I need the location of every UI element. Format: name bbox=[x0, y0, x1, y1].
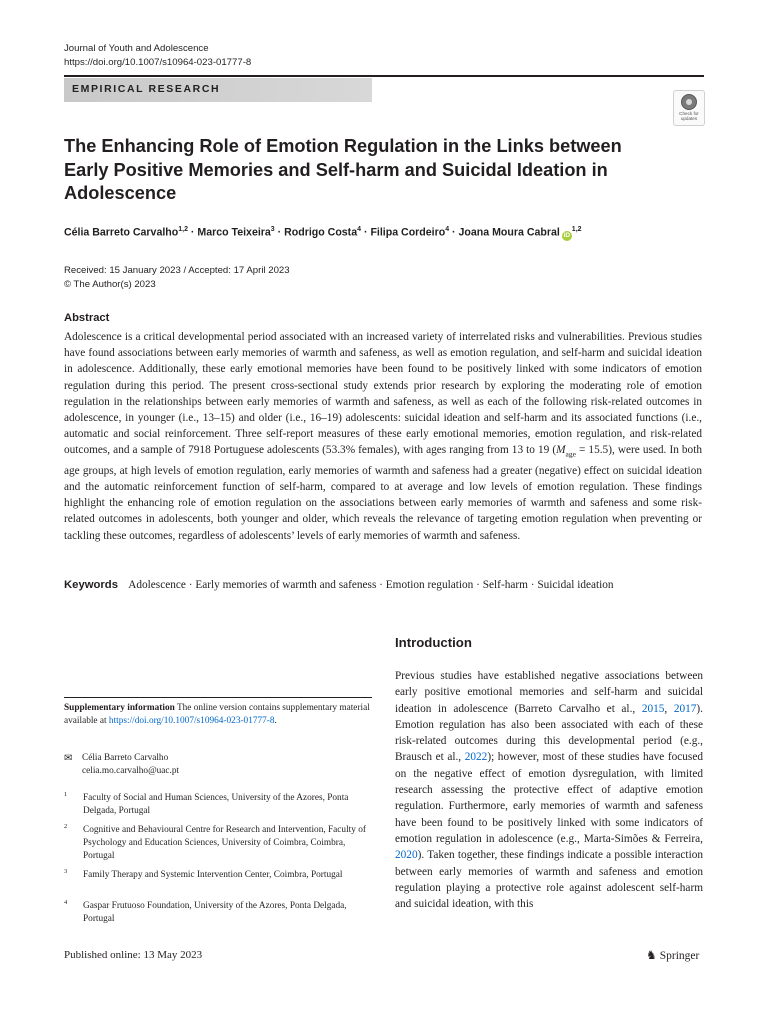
article-dates bbox=[64, 264, 290, 291]
section-label: EMPIRICAL RESEARCH bbox=[72, 83, 221, 95]
keyword-item[interactable]: Early memories of warmth and safeness bbox=[195, 579, 377, 591]
affiliation-text: Gaspar Frutuoso Foundation, University of the Azores, Ponta Delgada, Portugal bbox=[83, 901, 347, 924]
citation-link[interactable]: 2017 bbox=[673, 702, 697, 715]
intro-text-part: , bbox=[664, 702, 674, 715]
author-name[interactable]: Rodrigo Costa bbox=[284, 226, 358, 239]
keywords-label: Keywords bbox=[64, 579, 118, 591]
springer-horse-icon: ♞ bbox=[646, 948, 657, 962]
affiliation-number: 4 bbox=[64, 899, 68, 906]
citation-link[interactable]: 2022 bbox=[464, 751, 488, 764]
citation-link[interactable]: 2015 bbox=[641, 702, 665, 715]
keyword-item[interactable]: Adolescence bbox=[128, 579, 186, 591]
affiliation-number: 1 bbox=[64, 791, 68, 798]
author-name[interactable]: Marco Teixeira bbox=[197, 226, 271, 239]
introduction-heading: Introduction bbox=[395, 635, 472, 650]
citation-link[interactable]: 2020 bbox=[395, 849, 418, 862]
author-affiliation-mark: 1,2 bbox=[178, 226, 188, 233]
envelope-icon: ✉ bbox=[64, 753, 73, 764]
author-name[interactable]: Célia Barreto Carvalho bbox=[64, 226, 179, 239]
author-affiliation-mark: 3 bbox=[270, 226, 275, 233]
keyword-item[interactable]: Suicidal ideation bbox=[537, 579, 614, 591]
mean-age-symbol: M bbox=[556, 444, 566, 457]
abstract-text bbox=[64, 329, 702, 544]
supplementary-link[interactable]: https://doi.org/10.1007/s10964-023-01777-8 bbox=[108, 715, 275, 726]
introduction-text bbox=[395, 668, 703, 912]
supplementary-label: Supplementary information bbox=[64, 703, 175, 713]
keywords: Keywords Adolescence · Early memories of warmth and safeness · Emotion regulation · Self-harm · Suicidal ideation bbox=[64, 579, 614, 591]
supplementary-text: The online version contains supplementary material available at bbox=[64, 703, 370, 726]
abstract-text-part: = 15.5), were used. In both age groups, at high levels of emotion regulation, early memories of warmth and safeness had a greater (negative) effect on suicidal ideation and the automatic reinforcement function of self-harm, compared to at average and low levels of emotion regulation. These findings highlight the enhancing role of emotion regulation on the associations between early memories of warmth and safeness and some risk-related outcomes in adolescents, both younger and older, which reveals the relevance of targeting emotion regulation when preventing or tackling these outcomes, regardless of adolescents’ levels of early memories of warmth and safeness. bbox=[64, 444, 702, 542]
affiliation-text: Family Therapy and Systemic Intervention Center, Coimbra, Portugal bbox=[83, 870, 343, 880]
keyword-item[interactable]: Self-harm bbox=[482, 579, 528, 591]
supplementary-end: . bbox=[274, 715, 277, 726]
check-updates-icon bbox=[681, 94, 697, 110]
keyword-item[interactable]: Emotion regulation bbox=[385, 579, 474, 591]
received-accepted-dates: Received: 15 January 2023 / Accepted: 17 April 2023 bbox=[64, 265, 290, 276]
affiliation-number: 3 bbox=[64, 868, 68, 875]
intro-text-part: ). Taken together, these findings indicate a possible interaction between early memories of warmth and safeness and emotion regulation playing a protective role against adolescent self-harm and suicidal ideation, with this bbox=[395, 849, 703, 911]
supplementary-information bbox=[64, 702, 372, 727]
intro-text-part: ); however, most of these studies have focused on the negative effect of emotion dysregulation, with limited research assessing the protective effect of adaptive emotion regulation. Furthermore, early memories of warmth and safeness have been found to be positively linked with some indicators of emotion regulation in adolescence (e.g., Marta-Simões & Ferreira, bbox=[395, 751, 703, 845]
corresponding-author-name: Célia Barreto Carvalho bbox=[82, 753, 169, 763]
footnote-rule bbox=[64, 697, 372, 698]
abstract-heading: Abstract bbox=[64, 312, 110, 324]
check-updates-label: Check for updates bbox=[679, 111, 699, 121]
header-rule bbox=[64, 75, 704, 77]
author-list: Célia Barreto Carvalho$^{1,2}$ · Marco Teixeira$^3$ · Rodrigo Costa$^4$ · Filipa Cordeiro$^4$ · Joana Moura Cabral iD$^{1,2}$ bbox=[64, 226, 582, 239]
article-title: The Enhancing Role of Emotion Regulation in the Links between Early Positive Memories and Self-harm and Suicidal Ideation in Adolescence bbox=[64, 136, 622, 203]
mean-age-subscript: age bbox=[565, 449, 576, 459]
affiliation bbox=[64, 869, 374, 882]
affiliation-text: Cognitive and Behavioural Centre for Research and Intervention, Faculty of Psychology and Education Sciences, University of Coimbra, Coimbra, Portugal bbox=[83, 825, 366, 861]
publisher-name: Springer bbox=[659, 950, 700, 962]
affiliation-number: 2 bbox=[64, 823, 68, 830]
correspondence bbox=[64, 752, 179, 778]
intro-text-part: ). Emotion regulation has also been associated with each of these risk-related outcomes during this developmental period (e.g., Brausch et al., bbox=[395, 702, 703, 764]
check-for-updates-badge[interactable] bbox=[673, 90, 705, 126]
affiliation bbox=[64, 792, 374, 818]
author-affiliation-mark: 4 bbox=[357, 226, 362, 233]
abstract-text-part: Adolescence is a critical developmental period associated with an increased variety of interrelated risks and vulnerabilities. Previous studies have found associations between early memories of warmth and safeness, as well as emotion regulation, and self-harm and suicidal ideation in adolescence. Additionally, these early emotional memories have been found to be positively linked with some indicators of emotion regulation during this period. The present cross-sectional study extends prior research by exploring the moderating role of emotion regulation in the relationships between early memories of warmth and safeness, as well as each of the following risk-related outcomes in adolescence, in younger (i.e., 13–15) and older (i.e., 16–19) adolescents: suicidal ideation and self-harm and its associated functions (i.e., automatic and social reinforcement. Three self-report measures of these early emotional memories, emotion regulation, and risk-related outcomes, and a sample of 7918 Portuguese adolescents (53.3% females), with ages ranging from 13 to 19 ( bbox=[64, 331, 702, 457]
published-online: Published online: 13 May 2023 bbox=[64, 949, 203, 961]
affiliation bbox=[64, 900, 374, 926]
intro-text-part: Previous studies have established negative associations between early positive emotional memories and self-harm and suicidal ideation in adolescence (Barreto Carvalho et al., bbox=[395, 670, 703, 715]
author-name[interactable]: Joana Moura Cabral bbox=[458, 226, 560, 239]
affiliation bbox=[64, 824, 374, 862]
section-banner bbox=[64, 78, 372, 102]
author-affiliation-mark: 4 bbox=[445, 226, 450, 233]
author-name[interactable]: Filipa Cordeiro bbox=[370, 226, 446, 239]
journal-name: Journal of Youth and Adolescence bbox=[64, 43, 209, 54]
journal-header bbox=[64, 42, 251, 69]
doi-link[interactable]: https://doi.org/10.1007/s10964-023-01777-8 bbox=[64, 56, 252, 68]
copyright-notice: © The Author(s) 2023 bbox=[64, 278, 156, 290]
author-affiliation-mark: 1,2 bbox=[571, 226, 582, 233]
publisher-logo bbox=[646, 948, 699, 963]
corresponding-author-email[interactable]: celia.mo.carvalho@uac.pt bbox=[82, 766, 180, 776]
orcid-icon[interactable]: iD bbox=[563, 231, 571, 239]
affiliation-text: Faculty of Social and Human Sciences, University of the Azores, Ponta Delgada, Portugal bbox=[83, 793, 349, 816]
